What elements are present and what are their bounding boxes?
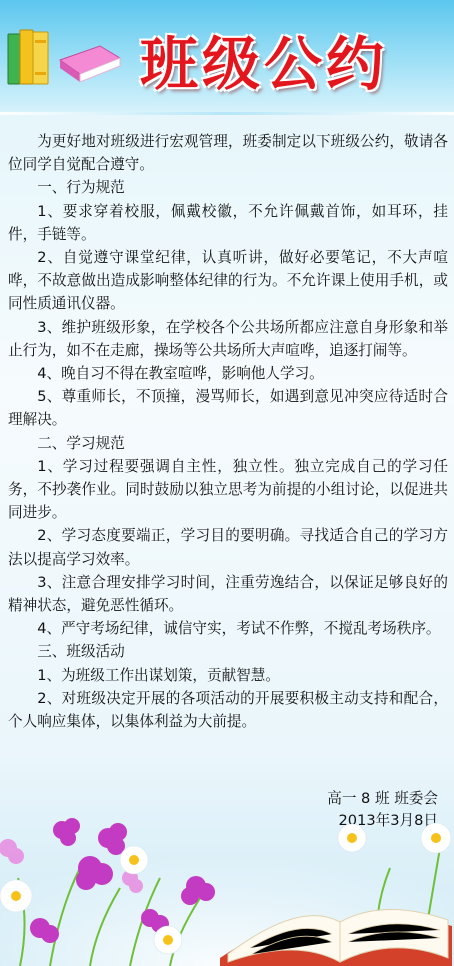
rule-item: 4、严守考场纪律，诚信守实，考试不作弊，不搅乱考场秩序。 (37, 620, 441, 638)
rule-item: 3、注意合理安排学习时间，注重劳逸结合，以保证足够良好的精神状态，避免恶性循环。 (8, 573, 448, 615)
books-icon (6, 26, 52, 86)
signature-org: 高一 8 班 班委会 (327, 790, 438, 807)
intro-paragraph: 为更好地对班级进行宏观管理，班委制定以下班级公约，敬请各位同学自觉配合遵守。 (8, 133, 448, 174)
rule-item: 1、要求穿着校服，佩戴校徽，不允许佩戴首饰，如耳环，挂件，手链等。 (8, 202, 448, 243)
section-heading-behavior: 一、行为规范 (37, 179, 125, 197)
rule-item: 4、晚自习不得在教室喧哗，影响他人学习。 (37, 365, 324, 383)
rule-item: 1、学习过程要强调自主性，独立性。独立完成自己的学习任务，不抄袭作业。同时鼓励以独立思考为前提的小组讨论，以促进共同进步。 (8, 457, 448, 522)
rule-item: 5、尊重师长，不顶撞，漫骂师长，如遇到意见冲突应待适时合理解决。 (8, 388, 448, 429)
convention-body (8, 130, 448, 733)
flowers-decoration (0, 808, 454, 966)
header-divider (0, 112, 454, 115)
book-pink-icon (54, 42, 124, 84)
rule-item: 2、自觉遵守课堂纪律，认真听讲，做好必要笔记，不大声喧哗，不故意做出造成影响整体纪律的行为。不允许课上使用手机，或同性质通讯仪器。 (8, 249, 448, 313)
page-title: 班级公约 (140, 30, 389, 98)
rule-item: 2、对班级决定开展的各项活动的开展要积极主动支持和配合，个人响应集体，以集体利益为大前提。 (8, 689, 448, 731)
rule-item: 3、维护班级形象，在学校各个公共场所都应注意自身形象和举止行为，如不在走廊，操场等公共场所大声喧哗，追逐打闹等。 (8, 318, 448, 359)
section-heading-activities: 三、班级活动 (37, 643, 125, 661)
rule-item: 1、为班级工作出谋划策，贡献智慧。 (37, 666, 280, 684)
rule-item: 2、学习态度要端正，学习目的要明确。寻找适合自己的学习方法以提高学习效率。 (8, 527, 448, 568)
section-heading-study: 二、学习规范 (37, 434, 125, 452)
